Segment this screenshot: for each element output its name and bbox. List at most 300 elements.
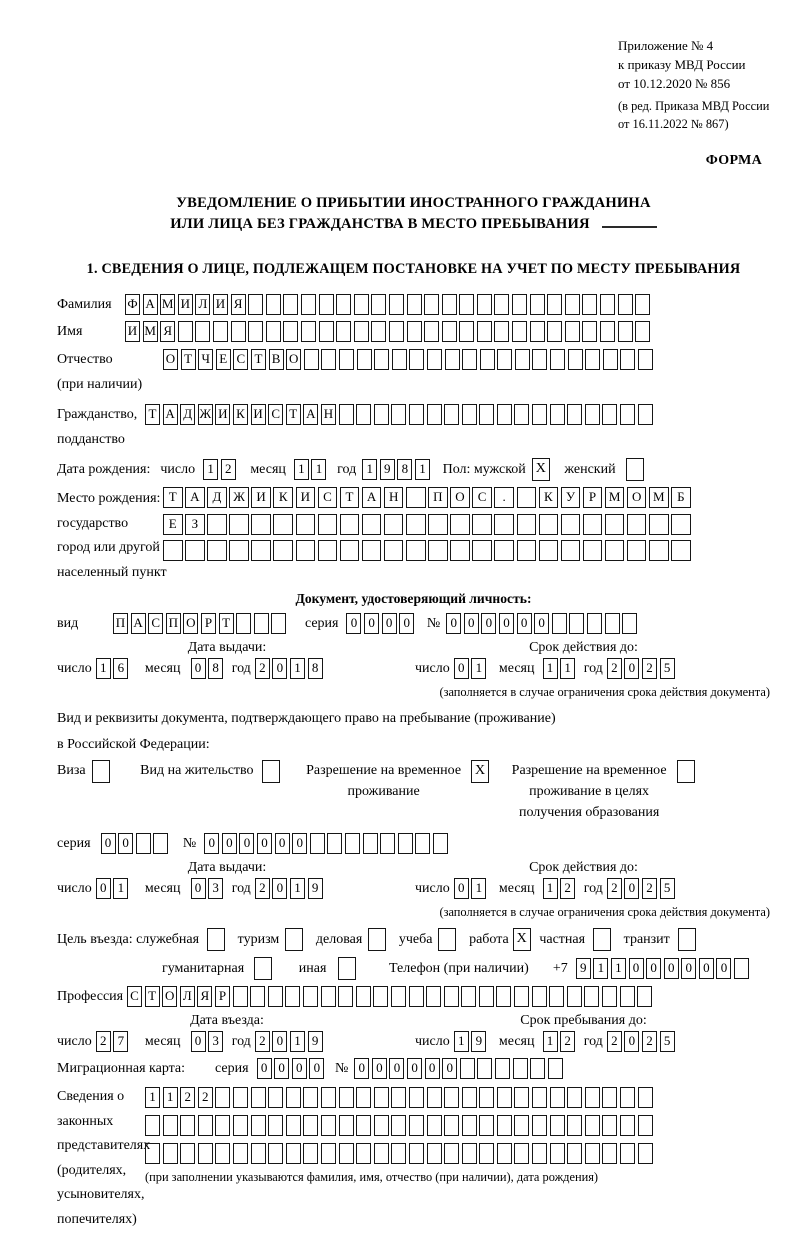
cell[interactable] [428, 514, 448, 535]
cell[interactable] [638, 1115, 653, 1136]
cell[interactable]: 3 [208, 878, 223, 899]
cell[interactable]: Т [145, 404, 160, 425]
cell[interactable] [391, 1115, 406, 1136]
cell[interactable] [550, 1087, 565, 1108]
cell[interactable] [550, 1143, 565, 1164]
cell[interactable]: 0 [101, 833, 116, 854]
cell[interactable]: 0 [239, 833, 254, 854]
cell[interactable] [477, 294, 492, 315]
cell[interactable]: 0 [191, 658, 206, 679]
cell[interactable] [620, 1143, 635, 1164]
cell[interactable]: 0 [118, 833, 133, 854]
cell[interactable] [602, 1087, 617, 1108]
residence-issue-day-input[interactable] [96, 878, 131, 899]
cell[interactable] [515, 349, 530, 370]
cell[interactable]: В [269, 349, 284, 370]
cell[interactable] [254, 957, 272, 980]
cell[interactable]: 2 [255, 878, 270, 899]
cell[interactable] [339, 1087, 354, 1108]
cell[interactable] [635, 294, 650, 315]
cell[interactable] [567, 1087, 582, 1108]
cell[interactable] [409, 404, 424, 425]
cell[interactable]: 1 [454, 1031, 469, 1052]
cell[interactable] [215, 1087, 230, 1108]
cell[interactable]: 2 [180, 1087, 195, 1108]
cell[interactable] [532, 1087, 547, 1108]
cell[interactable] [638, 1087, 653, 1108]
cell[interactable]: А [303, 404, 318, 425]
cell[interactable]: 0 [499, 613, 514, 634]
cell[interactable]: X [471, 760, 489, 783]
profession-input[interactable] [127, 986, 655, 1007]
cell[interactable] [356, 404, 371, 425]
cell[interactable] [207, 540, 227, 561]
cell[interactable]: 2 [221, 459, 236, 480]
cell[interactable] [266, 321, 281, 342]
cell[interactable] [384, 514, 404, 535]
cell[interactable]: X [513, 928, 531, 951]
cell[interactable] [354, 294, 369, 315]
cell[interactable] [532, 1143, 547, 1164]
cell[interactable] [338, 957, 356, 980]
cell[interactable]: 0 [629, 958, 644, 979]
purpose-work-checkbox[interactable] [513, 928, 534, 951]
cell[interactable] [415, 833, 430, 854]
purpose-study-checkbox[interactable] [438, 928, 459, 951]
migration-card-number-input[interactable] [354, 1058, 565, 1079]
cell[interactable] [340, 540, 360, 561]
cell[interactable]: М [143, 321, 158, 342]
cell[interactable] [442, 294, 457, 315]
cell[interactable]: 0 [274, 1058, 289, 1079]
cell[interactable]: М [160, 294, 175, 315]
cell[interactable] [231, 321, 246, 342]
cell[interactable]: Я [197, 986, 212, 1007]
cell[interactable] [163, 1115, 178, 1136]
cell[interactable] [444, 1087, 459, 1108]
cell[interactable]: Ж [229, 487, 249, 508]
cell[interactable]: И [178, 294, 193, 315]
identity-expiry-year-input[interactable] [607, 658, 677, 679]
cell[interactable] [561, 514, 581, 535]
cell[interactable] [479, 1087, 494, 1108]
cell[interactable] [163, 1143, 178, 1164]
cell[interactable] [336, 294, 351, 315]
cell[interactable] [371, 294, 386, 315]
cell[interactable]: К [273, 487, 293, 508]
cell[interactable] [497, 404, 512, 425]
cell[interactable] [602, 404, 617, 425]
cell[interactable]: А [185, 487, 205, 508]
cell[interactable]: Ф [125, 294, 140, 315]
cell[interactable]: 2 [198, 1087, 213, 1108]
birth-month-input[interactable] [294, 459, 329, 480]
cell[interactable]: 1 [311, 459, 326, 480]
cell[interactable]: Т [286, 404, 301, 425]
cell[interactable] [354, 321, 369, 342]
cell[interactable] [462, 404, 477, 425]
cell[interactable] [494, 540, 514, 561]
cell[interactable]: 0 [624, 1031, 639, 1052]
cell[interactable] [233, 986, 248, 1007]
identity-doc-number-input[interactable] [446, 613, 640, 634]
cell[interactable] [389, 294, 404, 315]
cell[interactable]: Т [145, 986, 160, 1007]
cell[interactable] [268, 1087, 283, 1108]
cell[interactable]: 0 [425, 1058, 440, 1079]
cell[interactable]: А [362, 487, 382, 508]
cell[interactable] [497, 1143, 512, 1164]
residence-expiry-day-input[interactable] [454, 878, 489, 899]
cell[interactable] [427, 1115, 442, 1136]
cell[interactable] [568, 349, 583, 370]
cell[interactable]: 2 [607, 658, 622, 679]
residence-expiry-year-input[interactable] [607, 878, 677, 899]
cell[interactable]: И [296, 487, 316, 508]
cell[interactable]: 0 [464, 613, 479, 634]
residence-series-input[interactable] [101, 833, 171, 854]
cell[interactable] [550, 349, 565, 370]
cell[interactable] [626, 458, 644, 481]
cell[interactable] [185, 540, 205, 561]
cell[interactable]: 1 [113, 878, 128, 899]
cell[interactable] [406, 540, 426, 561]
cell[interactable] [339, 404, 354, 425]
purpose-private-checkbox[interactable] [593, 928, 614, 951]
stay-until-day-input[interactable] [454, 1031, 489, 1052]
cell[interactable]: Т [340, 487, 360, 508]
cell[interactable]: Р [201, 613, 216, 634]
cell[interactable] [384, 540, 404, 561]
cell[interactable]: И [125, 321, 140, 342]
purpose-humanitarian-checkbox[interactable] [254, 957, 275, 980]
residence-expiry-month-input[interactable] [543, 878, 578, 899]
cell[interactable] [374, 1087, 389, 1108]
purpose-tourism-checkbox[interactable] [285, 928, 306, 951]
cell[interactable] [539, 514, 559, 535]
cell[interactable] [605, 613, 620, 634]
cell[interactable] [304, 349, 319, 370]
cell[interactable] [450, 514, 470, 535]
cell[interactable] [444, 1115, 459, 1136]
cell[interactable]: . [494, 487, 514, 508]
cell[interactable] [426, 986, 441, 1007]
cell[interactable] [207, 928, 225, 951]
cell[interactable] [180, 1115, 195, 1136]
cell[interactable] [362, 540, 382, 561]
purpose-delovaya-checkbox[interactable] [368, 928, 389, 951]
cell[interactable]: X [532, 458, 550, 481]
option-visa-checkbox[interactable] [92, 760, 113, 783]
cell[interactable]: 1 [362, 459, 377, 480]
cell[interactable]: К [233, 404, 248, 425]
cell[interactable]: 0 [272, 1031, 287, 1052]
cell[interactable] [438, 928, 456, 951]
cell[interactable] [373, 986, 388, 1007]
cell[interactable] [363, 833, 378, 854]
cell[interactable] [339, 1143, 354, 1164]
sex-male-checkbox[interactable] [532, 458, 553, 481]
cell[interactable] [318, 540, 338, 561]
cell[interactable] [321, 1087, 336, 1108]
cell[interactable]: Я [231, 294, 246, 315]
cell[interactable]: 1 [290, 658, 305, 679]
birth-place-input-line3[interactable] [163, 540, 693, 561]
cell[interactable] [444, 404, 459, 425]
cell[interactable] [357, 349, 372, 370]
cell[interactable] [368, 928, 386, 951]
cell[interactable]: Б [671, 487, 691, 508]
cell[interactable] [286, 1115, 301, 1136]
cell[interactable]: 0 [446, 613, 461, 634]
cell[interactable]: 0 [382, 613, 397, 634]
cell[interactable] [409, 986, 424, 1007]
cell[interactable] [532, 1115, 547, 1136]
cell[interactable]: П [428, 487, 448, 508]
cell[interactable] [310, 833, 325, 854]
cell[interactable] [374, 349, 389, 370]
cell[interactable] [362, 514, 382, 535]
cell[interactable]: А [143, 294, 158, 315]
cell[interactable] [472, 540, 492, 561]
cell[interactable]: 2 [607, 1031, 622, 1052]
cell[interactable]: 7 [113, 1031, 128, 1052]
cell[interactable] [248, 294, 263, 315]
cell[interactable] [494, 321, 509, 342]
cell[interactable] [582, 321, 597, 342]
cell[interactable] [582, 294, 597, 315]
surname-input[interactable] [125, 294, 653, 315]
cell[interactable] [547, 294, 562, 315]
cell[interactable]: 0 [257, 833, 272, 854]
identity-expiry-month-input[interactable] [543, 658, 578, 679]
cell[interactable] [637, 986, 652, 1007]
cell[interactable] [374, 404, 389, 425]
cell[interactable] [497, 1115, 512, 1136]
cell[interactable]: 9 [471, 1031, 486, 1052]
cell[interactable] [285, 986, 300, 1007]
identity-issue-month-input[interactable] [191, 658, 226, 679]
cell[interactable] [428, 540, 448, 561]
cell[interactable]: 1 [294, 459, 309, 480]
cell[interactable] [339, 349, 354, 370]
cell[interactable] [251, 540, 271, 561]
cell[interactable] [585, 1115, 600, 1136]
cell[interactable]: Д [207, 487, 227, 508]
option-temp-residence-checkbox[interactable] [471, 760, 492, 783]
option-residence-permit-checkbox[interactable] [262, 760, 283, 783]
cell[interactable] [136, 833, 151, 854]
cell[interactable] [229, 514, 249, 535]
cell[interactable] [213, 321, 228, 342]
purpose-other-checkbox[interactable] [338, 957, 359, 980]
cell[interactable] [389, 321, 404, 342]
cell[interactable] [561, 540, 581, 561]
identity-doc-kind-input[interactable] [113, 613, 289, 634]
cell[interactable] [567, 1115, 582, 1136]
cell[interactable] [319, 294, 334, 315]
cell[interactable] [427, 404, 442, 425]
cell[interactable] [539, 540, 559, 561]
cell[interactable]: 0 [407, 1058, 422, 1079]
cell[interactable] [266, 294, 281, 315]
cell[interactable] [477, 1058, 492, 1079]
cell[interactable] [303, 986, 318, 1007]
cell[interactable]: 0 [389, 1058, 404, 1079]
cell[interactable]: 9 [308, 1031, 323, 1052]
cell[interactable]: С [268, 404, 283, 425]
cell[interactable] [547, 321, 562, 342]
cell[interactable]: 2 [642, 658, 657, 679]
cell[interactable] [532, 986, 547, 1007]
cell[interactable] [321, 1143, 336, 1164]
cell[interactable] [318, 514, 338, 535]
cell[interactable] [262, 760, 280, 783]
cell[interactable]: 9 [576, 958, 591, 979]
cell[interactable] [407, 294, 422, 315]
cell[interactable]: Н [321, 404, 336, 425]
cell[interactable]: Д [180, 404, 195, 425]
cell[interactable]: О [183, 613, 198, 634]
cell[interactable]: 1 [543, 1031, 558, 1052]
cell[interactable] [512, 321, 527, 342]
cell[interactable]: 1 [290, 878, 305, 899]
cell[interactable] [517, 487, 537, 508]
cell[interactable] [605, 514, 625, 535]
sex-female-checkbox[interactable] [626, 458, 647, 481]
cell[interactable] [392, 349, 407, 370]
cell[interactable] [497, 349, 512, 370]
cell[interactable]: И [251, 404, 266, 425]
cell[interactable] [301, 321, 316, 342]
cell[interactable] [494, 294, 509, 315]
cell[interactable]: 9 [308, 878, 323, 899]
cell[interactable] [649, 514, 669, 535]
cell[interactable]: 1 [415, 459, 430, 480]
cell[interactable]: 1 [543, 658, 558, 679]
cell[interactable]: 0 [272, 878, 287, 899]
cell[interactable]: 2 [96, 1031, 111, 1052]
cell[interactable] [233, 1087, 248, 1108]
cell[interactable]: О [627, 487, 647, 508]
cell[interactable] [406, 514, 426, 535]
birth-place-input-line1[interactable] [163, 487, 693, 508]
cell[interactable]: Ч [198, 349, 213, 370]
cell[interactable] [207, 514, 227, 535]
cell[interactable] [569, 613, 584, 634]
cell[interactable]: 0 [96, 878, 111, 899]
cell[interactable] [530, 1058, 545, 1079]
identity-issue-year-input[interactable] [255, 658, 325, 679]
option-temp-residence-education-checkbox[interactable] [677, 760, 698, 783]
representatives-input-line2[interactable] [145, 1115, 655, 1136]
cell[interactable] [433, 833, 448, 854]
cell[interactable] [583, 514, 603, 535]
cell[interactable]: 0 [454, 658, 469, 679]
cell[interactable] [677, 760, 695, 783]
cell[interactable] [530, 321, 545, 342]
cell[interactable] [248, 321, 263, 342]
cell[interactable] [602, 1143, 617, 1164]
cell[interactable] [678, 928, 696, 951]
cell[interactable] [233, 1143, 248, 1164]
cell[interactable] [462, 1143, 477, 1164]
cell[interactable] [251, 1087, 266, 1108]
cell[interactable]: 0 [292, 1058, 307, 1079]
cell[interactable] [627, 514, 647, 535]
cell[interactable]: 0 [191, 1031, 206, 1052]
cell[interactable]: С [233, 349, 248, 370]
cell[interactable] [444, 986, 459, 1007]
cell[interactable]: Ж [198, 404, 213, 425]
cell[interactable] [268, 986, 283, 1007]
cell[interactable] [442, 321, 457, 342]
cell[interactable]: 8 [397, 459, 412, 480]
cell[interactable] [215, 1143, 230, 1164]
cell[interactable]: Я [160, 321, 175, 342]
cell[interactable] [301, 294, 316, 315]
cell[interactable]: 1 [611, 958, 626, 979]
cell[interactable]: И [215, 404, 230, 425]
cell[interactable]: 0 [399, 613, 414, 634]
cell[interactable] [479, 1143, 494, 1164]
cell[interactable] [254, 613, 269, 634]
patronymic-input[interactable] [163, 349, 656, 370]
cell[interactable] [268, 1115, 283, 1136]
cell[interactable]: 1 [145, 1087, 160, 1108]
cell[interactable] [251, 1115, 266, 1136]
cell[interactable] [233, 1115, 248, 1136]
residence-issue-month-input[interactable] [191, 878, 226, 899]
cell[interactable] [427, 349, 442, 370]
cell[interactable] [627, 540, 647, 561]
cell[interactable] [618, 321, 633, 342]
cell[interactable] [550, 1115, 565, 1136]
cell[interactable] [296, 514, 316, 535]
cell[interactable]: 0 [681, 958, 696, 979]
cell[interactable] [532, 349, 547, 370]
cell[interactable] [229, 540, 249, 561]
cell[interactable] [605, 540, 625, 561]
cell[interactable]: 0 [517, 613, 532, 634]
cell[interactable] [638, 404, 653, 425]
cell[interactable] [273, 540, 293, 561]
cell[interactable] [321, 349, 336, 370]
cell[interactable]: З [185, 514, 205, 535]
cell[interactable] [391, 986, 406, 1007]
cell[interactable] [345, 833, 360, 854]
cell[interactable] [251, 514, 271, 535]
cell[interactable] [409, 1115, 424, 1136]
cell[interactable] [480, 349, 495, 370]
cell[interactable] [450, 540, 470, 561]
cell[interactable] [479, 404, 494, 425]
cell[interactable] [620, 1087, 635, 1108]
cell[interactable]: А [131, 613, 146, 634]
cell[interactable] [620, 404, 635, 425]
cell[interactable] [585, 349, 600, 370]
birth-year-input[interactable] [362, 459, 432, 480]
cell[interactable]: 6 [113, 658, 128, 679]
cell[interactable] [271, 613, 286, 634]
cell[interactable] [514, 1115, 529, 1136]
identity-doc-series-input[interactable] [346, 613, 416, 634]
cell[interactable] [391, 1143, 406, 1164]
birth-place-input-line2[interactable] [163, 514, 693, 535]
cell[interactable] [513, 1058, 528, 1079]
entry-month-input[interactable] [191, 1031, 226, 1052]
cell[interactable]: 0 [191, 878, 206, 899]
